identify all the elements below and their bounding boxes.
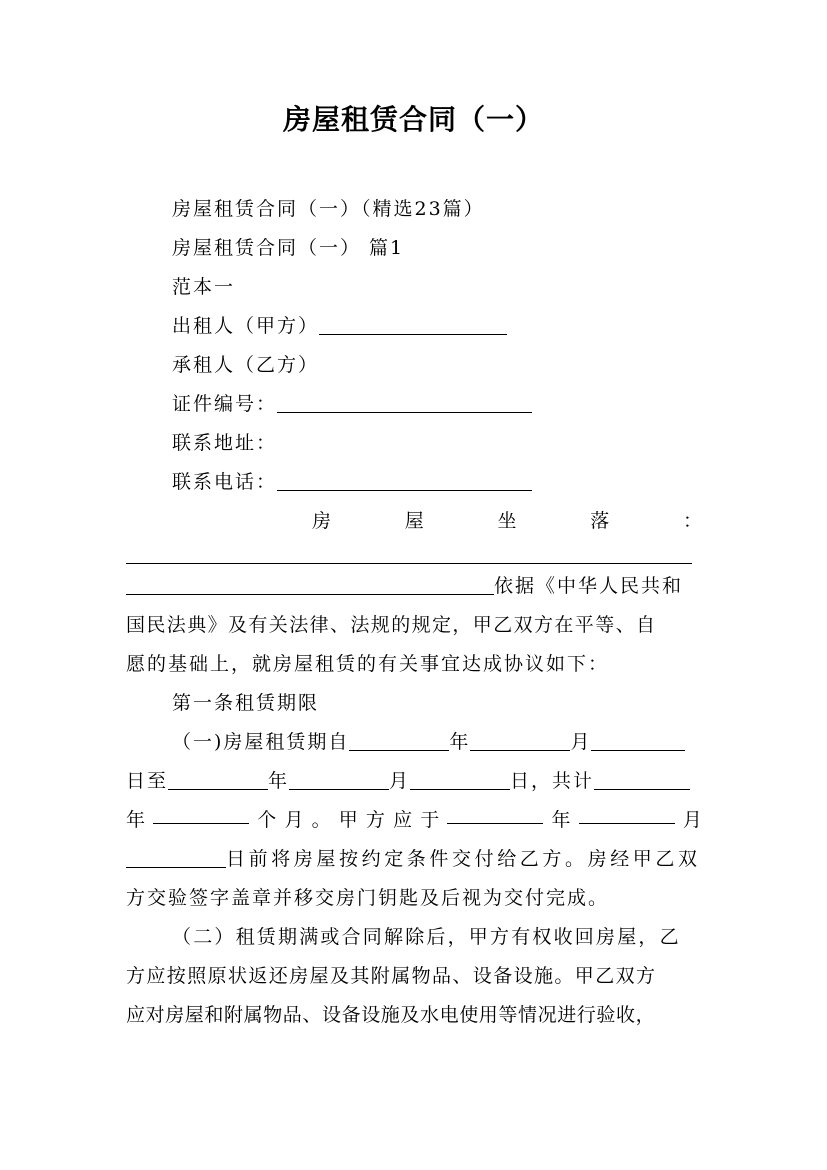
text-line: 范本一 <box>172 276 236 298</box>
blank-field <box>126 572 494 595</box>
blank-field <box>126 541 692 564</box>
blank-field <box>447 801 543 824</box>
location-char: 坐 <box>497 510 517 532</box>
blank-field <box>319 312 507 335</box>
blank-field <box>289 767 389 790</box>
text-line: 方应按照原状返还房屋及其附属物品、设备设施。甲乙双方 <box>126 965 657 987</box>
blank-field <box>126 845 226 868</box>
section-heading: 第一条租赁期限 <box>172 692 320 714</box>
text-line: 愿的基础上，就房屋租赁的有关事宜达成协议如下： <box>126 653 610 675</box>
text-line: 房屋租赁合同（一） 篇1 <box>172 237 405 259</box>
id-number-line <box>126 385 702 424</box>
term-line: 日前将房屋按约定条件交付给乙方。房经甲乙双 <box>126 840 702 879</box>
location-blank-line <box>126 541 702 567</box>
location-char: ： <box>682 510 702 532</box>
blank-field <box>277 468 532 491</box>
blank-field <box>591 728 685 751</box>
blank-field <box>410 767 510 790</box>
document-body <box>126 190 702 1035</box>
term-line: 年 个 月 。 甲 方 应 于 年 月 <box>126 801 702 840</box>
blank-field <box>277 390 532 413</box>
blank-field <box>349 728 449 751</box>
phone-line <box>126 463 702 502</box>
location-char: 屋 <box>404 510 424 532</box>
location-char: 房 <box>312 510 332 532</box>
id-number-label: 证件编号： <box>172 393 278 415</box>
blank-field <box>470 728 570 751</box>
blank-field <box>579 801 675 824</box>
location-char: 落 <box>590 510 610 532</box>
text-line: 国民法典》及有关法律、法规的规定，甲乙双方在平等、自 <box>126 614 657 636</box>
basis-line: 依据《中华人民共和 <box>126 567 702 606</box>
term-line: （一)房屋租赁期自 年 月 <box>126 723 702 762</box>
text-line: 应对房屋和附属物品、设备设施及水电使用等情况进行验收， <box>126 1004 656 1026</box>
lessor-line <box>126 307 702 346</box>
location-line <box>126 502 702 541</box>
address-line: 联系地址： <box>172 432 278 454</box>
blank-field <box>168 767 268 790</box>
text-line: 房屋租赁合同（一）（精选23篇） <box>172 198 485 220</box>
text-line: （二）租赁期满或合同解除后，甲方有权收回房屋，乙 <box>172 926 681 948</box>
lessee-line: 承租人（乙方） <box>172 354 320 376</box>
text-line: 方交验签字盖章并移交房门钥匙及后视为交付完成。 <box>126 887 610 909</box>
blank-field <box>594 767 690 790</box>
blank-field <box>153 801 249 824</box>
phone-label: 联系电话： <box>172 471 278 493</box>
lessor-label: 出租人（甲方） <box>172 315 320 337</box>
term-line: 日至 年 月 日，共计 <box>126 762 702 801</box>
document-title: 房屋租赁合同（一） <box>282 103 544 136</box>
